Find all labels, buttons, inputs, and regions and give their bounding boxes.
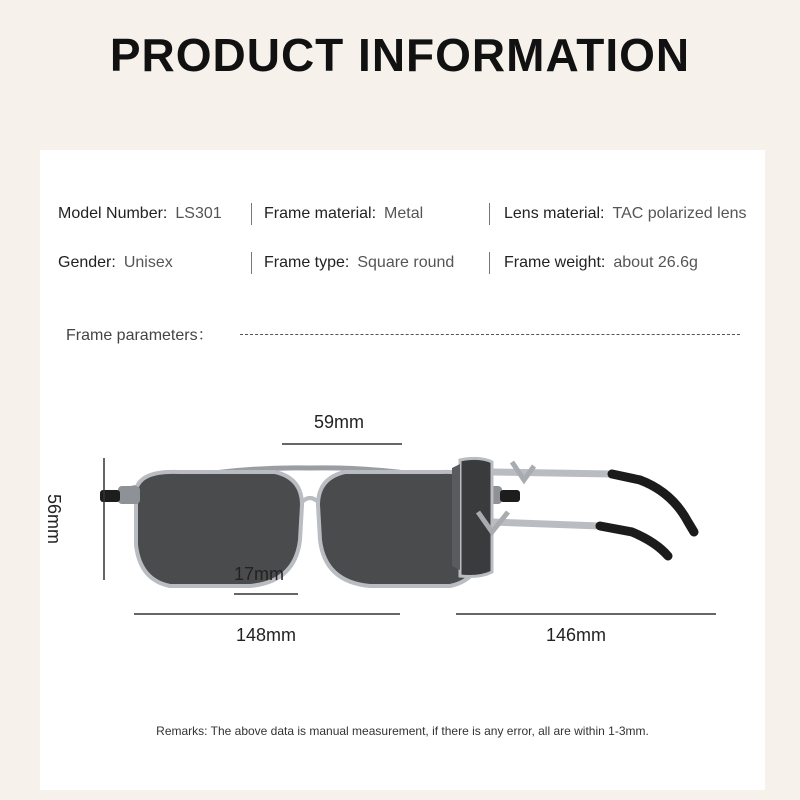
frame-width-label: 148mm — [236, 625, 297, 645]
product-info-card — [40, 150, 765, 790]
spec-label: Gender: — [58, 254, 116, 271]
spec-value: Square round — [357, 254, 455, 271]
lens-height-label: 56mm — [44, 494, 64, 545]
spec-label: Lens material: — [504, 205, 605, 222]
spec-value: LS301 — [175, 205, 222, 222]
remarks-note: Remarks: The above data is manual measurement, if there is any error, all are within 1-3mm. — [156, 724, 649, 738]
frame-parameters-label: Frame parameters： — [66, 327, 214, 344]
spec-label: Frame weight: — [504, 254, 606, 271]
lens-width-label: 59mm — [314, 412, 365, 432]
spec-value: about 26.6g — [613, 254, 698, 271]
spec-value: Unisex — [123, 254, 173, 271]
spec-label: Model Number: — [58, 205, 168, 222]
spec-label: Frame type: — [264, 254, 350, 271]
bridge-width-label: 17mm — [234, 564, 285, 584]
spec-value: TAC polarized lens — [612, 205, 747, 222]
page-title: PRODUCT INFORMATION — [109, 29, 691, 81]
glasses-diagram — [40, 150, 765, 790]
spec-label: Frame material: — [264, 205, 377, 222]
temple-length-label: 146mm — [546, 625, 607, 645]
spec-value: Metal — [384, 205, 424, 222]
side-view-sunglasses-icon — [452, 458, 694, 576]
